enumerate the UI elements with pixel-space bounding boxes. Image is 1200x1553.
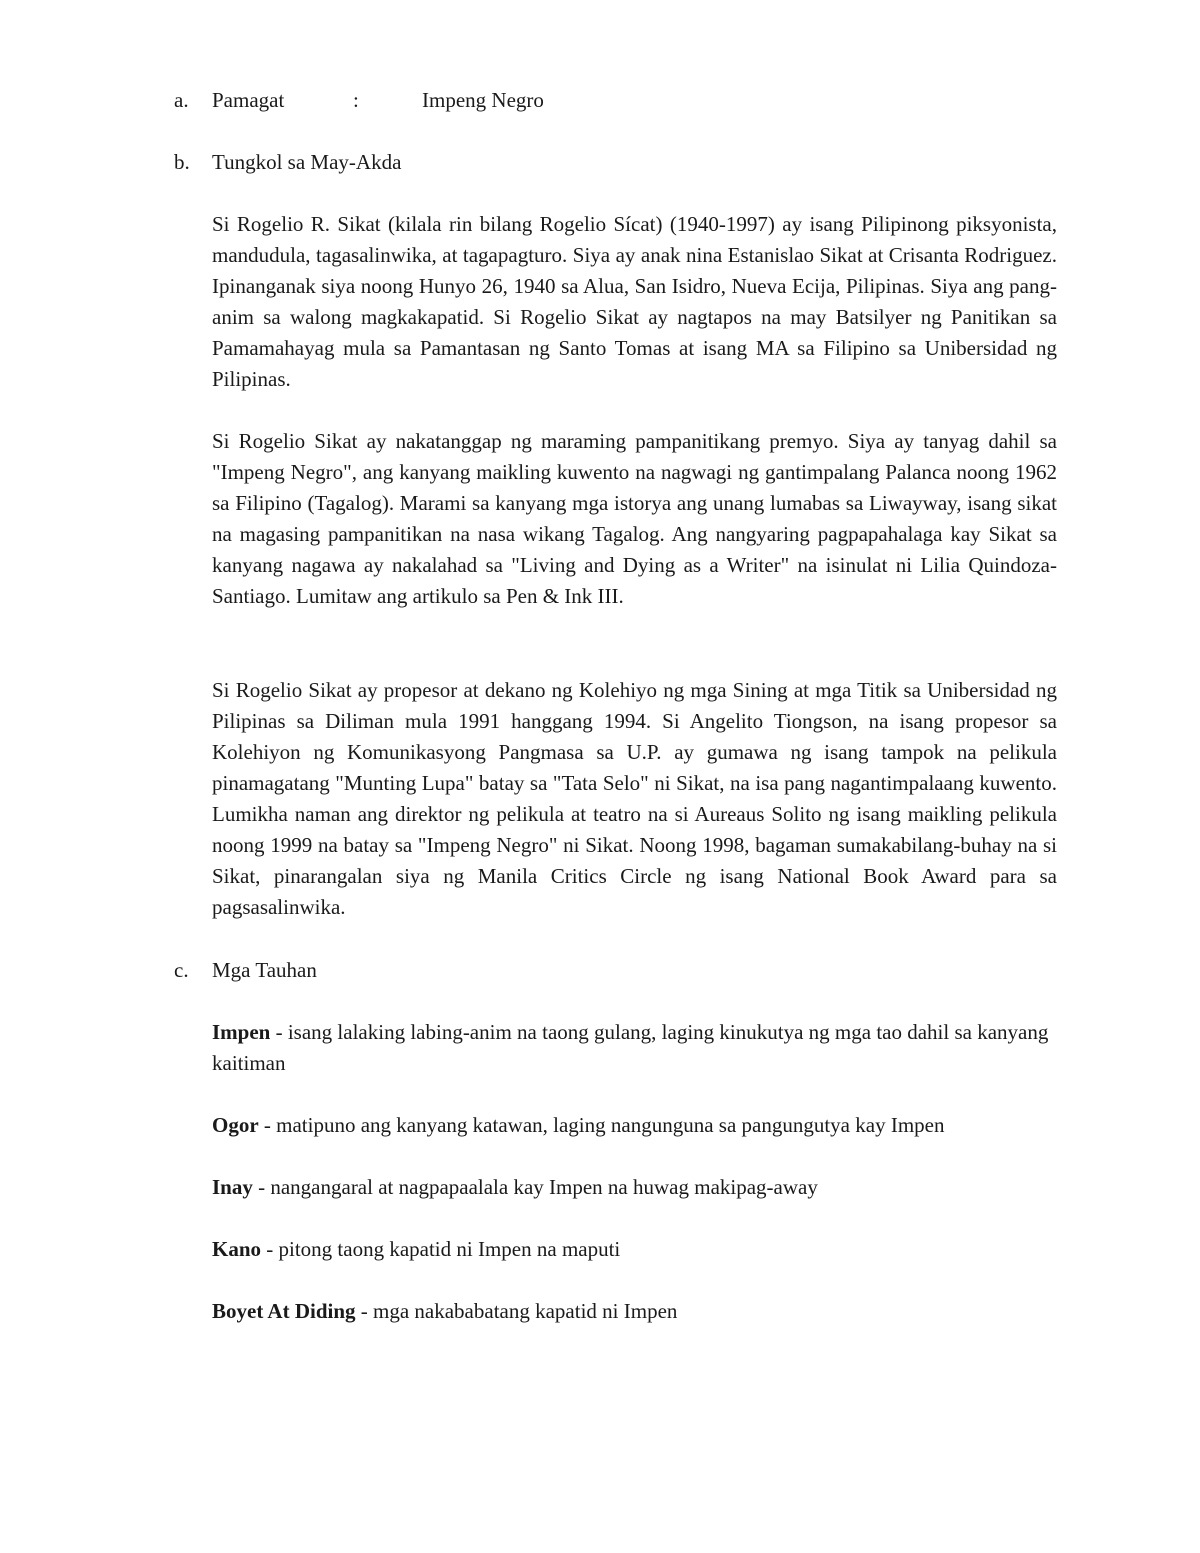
title-value: Impeng Negro <box>422 88 544 112</box>
title-colon: : <box>353 88 359 112</box>
author-paragraph-3: Si Rogelio Sikat ay propesor at dekano ng Kolehiyo ng mga Sining at mga Titik sa Unibersidad ng Pilipinas sa Diliman mula 1991 hanggang 1994. Si Angelito Tiongson, na isang propesor sa Kolehiyon ng Komunikasyong Pangmasa sa U.P. ay gumawa ng isang tampok na pelikula pinamagatang "Munting Lupa" batay sa "Tata Selo" ni Sikat, na isa pang nagantimpalaang kuwento. Lumikha naman ang direktor ng pelikula at teatro na si Aureaus Solito ng isang maikling pelikula noong 1999 na batay sa "Impeng Negro" ni Sikat. Noong 1998, bagaman sumakabilang-buhay na si Sikat, pinarangalan siya ng Manila Critics Circle ng isang National Book Award para sa pagsasalinwika. <box>212 678 1057 919</box>
character-entry <box>212 1296 1057 1327</box>
character-description: - nangangaral at nagpapaalala kay Impen na huwag makipag-away <box>252 1175 818 1199</box>
character-entry <box>212 1017 1057 1079</box>
character-name: Inay <box>212 1175 253 1199</box>
character-name: Kano <box>212 1237 262 1261</box>
list-marker-b: b. <box>174 150 190 174</box>
characters-heading: Mga Tauhan <box>212 958 317 982</box>
list-marker-c: c. <box>174 958 189 982</box>
character-name: Boyet At Diding <box>212 1299 356 1323</box>
author-heading: Tungkol sa May-Akda <box>212 150 402 174</box>
character-name: Ogor <box>212 1113 259 1137</box>
character-name: Impen <box>212 1020 271 1044</box>
character-description: - isang lalaking labing-anim na taong gulang, laging kinukutya ng mga tao dahil sa kanyang kaitiman <box>212 1020 1049 1075</box>
author-paragraph-2: Si Rogelio Sikat ay nakatanggap ng maraming pampanitikang premyo. Siya ay tanyag dahil sa "Impeng Negro", ang kanyang maikling kuwento na nagwagi ng gantimpalang Palanca noong 1962 sa Filipino (Tagalog). Marami sa kanyang mga istorya ang unang lumabas sa Liwayway, isang sikat na magasing pampanitikan na nasa wikang Tagalog. Ang nangyaring pagpapahalaga kay Sikat sa kanyang nagawa ay nakalahad sa "Living and Dying as a Writer" na isinulat ni Lilia Quindoza-Santiago. Lumitaw ang artikulo sa Pen & Ink III. <box>212 429 1057 608</box>
list-marker-a: a. <box>174 88 189 112</box>
character-description: - matipuno ang kanyang katawan, laging nangunguna sa pangungutya kay Impen <box>258 1113 945 1137</box>
character-entry <box>212 1234 1057 1265</box>
character-entry <box>212 1110 1057 1141</box>
character-description: - pitong taong kapatid ni Impen na maputi <box>261 1237 621 1261</box>
character-entry <box>212 1172 1057 1203</box>
author-paragraph-1: Si Rogelio R. Sikat (kilala rin bilang Rogelio Sícat) (1940-1997) ay isang Pilipinong piksyonista, mandudula, tagasalinwika, at tagapagturo. Siya ay anak nina Estanislao Sikat at Crisanta Rodriguez. Ipinanganak siya noong Hunyo 26, 1940 sa Alua, San Isidro, Nueva Ecija, Pilipinas. Siya ang pang-anim sa walong magkakapatid. Si Rogelio Sikat ay nagtapos na may Batsilyer ng Panitikan sa Pamamahayag mula sa Pamantasan ng Santo Tomas at isang MA sa Filipino sa Unibersidad ng Pilipinas. <box>212 212 1057 391</box>
character-description: - mga nakababatang kapatid ni Impen <box>355 1299 678 1323</box>
title-label: Pamagat <box>212 88 285 112</box>
